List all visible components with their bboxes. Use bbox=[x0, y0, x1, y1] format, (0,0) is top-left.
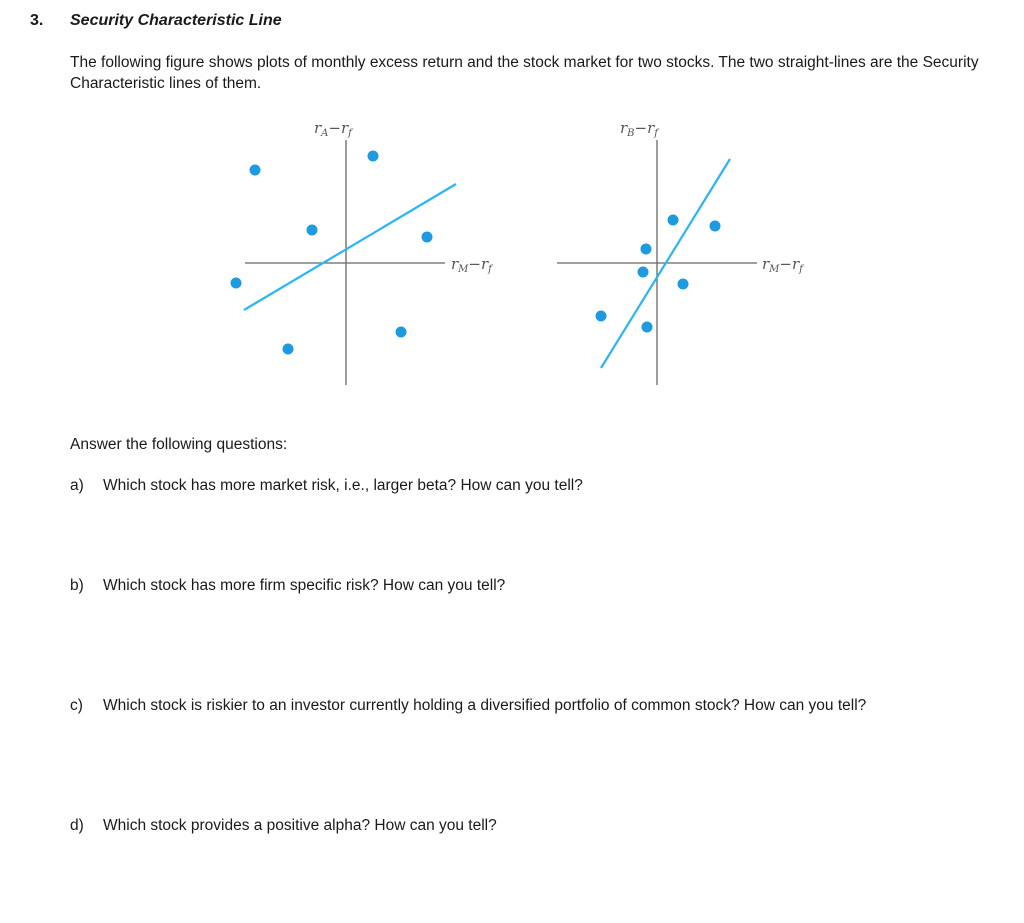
question-a-letter: a) bbox=[70, 477, 84, 494]
panel-a-y-axis-label: $r_A-r_f$ bbox=[314, 119, 352, 139]
question-b-letter: b) bbox=[70, 577, 84, 594]
question-c-text: Which stock is riskier to an investor currently holding a diversified portfolio of common stock? How can you tell? bbox=[103, 697, 867, 714]
question-title: Security Characteristic Line bbox=[70, 12, 282, 29]
panel-b-y-axis-label: $r_B-r_f$ bbox=[620, 119, 658, 139]
question-a-text: Which stock has more market risk, i.e., larger beta? How can you tell? bbox=[103, 477, 583, 494]
question-d-letter: d) bbox=[70, 817, 84, 834]
questions-prompt: Answer the following questions: bbox=[70, 436, 288, 453]
question-b-text: Which stock has more firm specific risk? How can you tell? bbox=[103, 577, 506, 594]
panel-b-point bbox=[668, 215, 679, 226]
panel-a-point bbox=[250, 165, 261, 176]
panel-a-characteristic-line bbox=[244, 184, 456, 310]
panel-b-point bbox=[642, 322, 653, 333]
panel-b-point bbox=[596, 311, 607, 322]
panel-a-point bbox=[422, 232, 433, 243]
panel-a-x-axis-label: $r_M-r_f$ bbox=[451, 255, 492, 275]
panel-b bbox=[557, 119, 805, 385]
panel-b-point bbox=[710, 221, 721, 232]
panel-a-point bbox=[307, 225, 318, 236]
panel-a-point bbox=[396, 327, 407, 338]
panel-a-point bbox=[283, 344, 294, 355]
panel-b-x-axis-label: $r_M-r_f$ bbox=[762, 255, 803, 275]
panel-a-point bbox=[368, 151, 379, 162]
panel-a-point bbox=[231, 278, 242, 289]
question-intro: The following figure shows plots of monthly excess return and the stock market for two stocks. The two straight-lines are the Security Characteristic lines of them. bbox=[70, 54, 979, 92]
panel-b-point bbox=[641, 244, 652, 255]
panel-b-point bbox=[638, 267, 649, 278]
panel-a bbox=[231, 119, 495, 385]
security-characteristic-line-figure bbox=[0, 0, 1024, 400]
panel-b-points bbox=[596, 215, 721, 333]
question-d-text: Which stock provides a positive alpha? How can you tell? bbox=[103, 817, 497, 834]
question-c-letter: c) bbox=[70, 697, 83, 714]
panel-b-point bbox=[678, 279, 689, 290]
panel-a-points bbox=[231, 151, 433, 355]
question-number: 3. bbox=[30, 12, 44, 29]
